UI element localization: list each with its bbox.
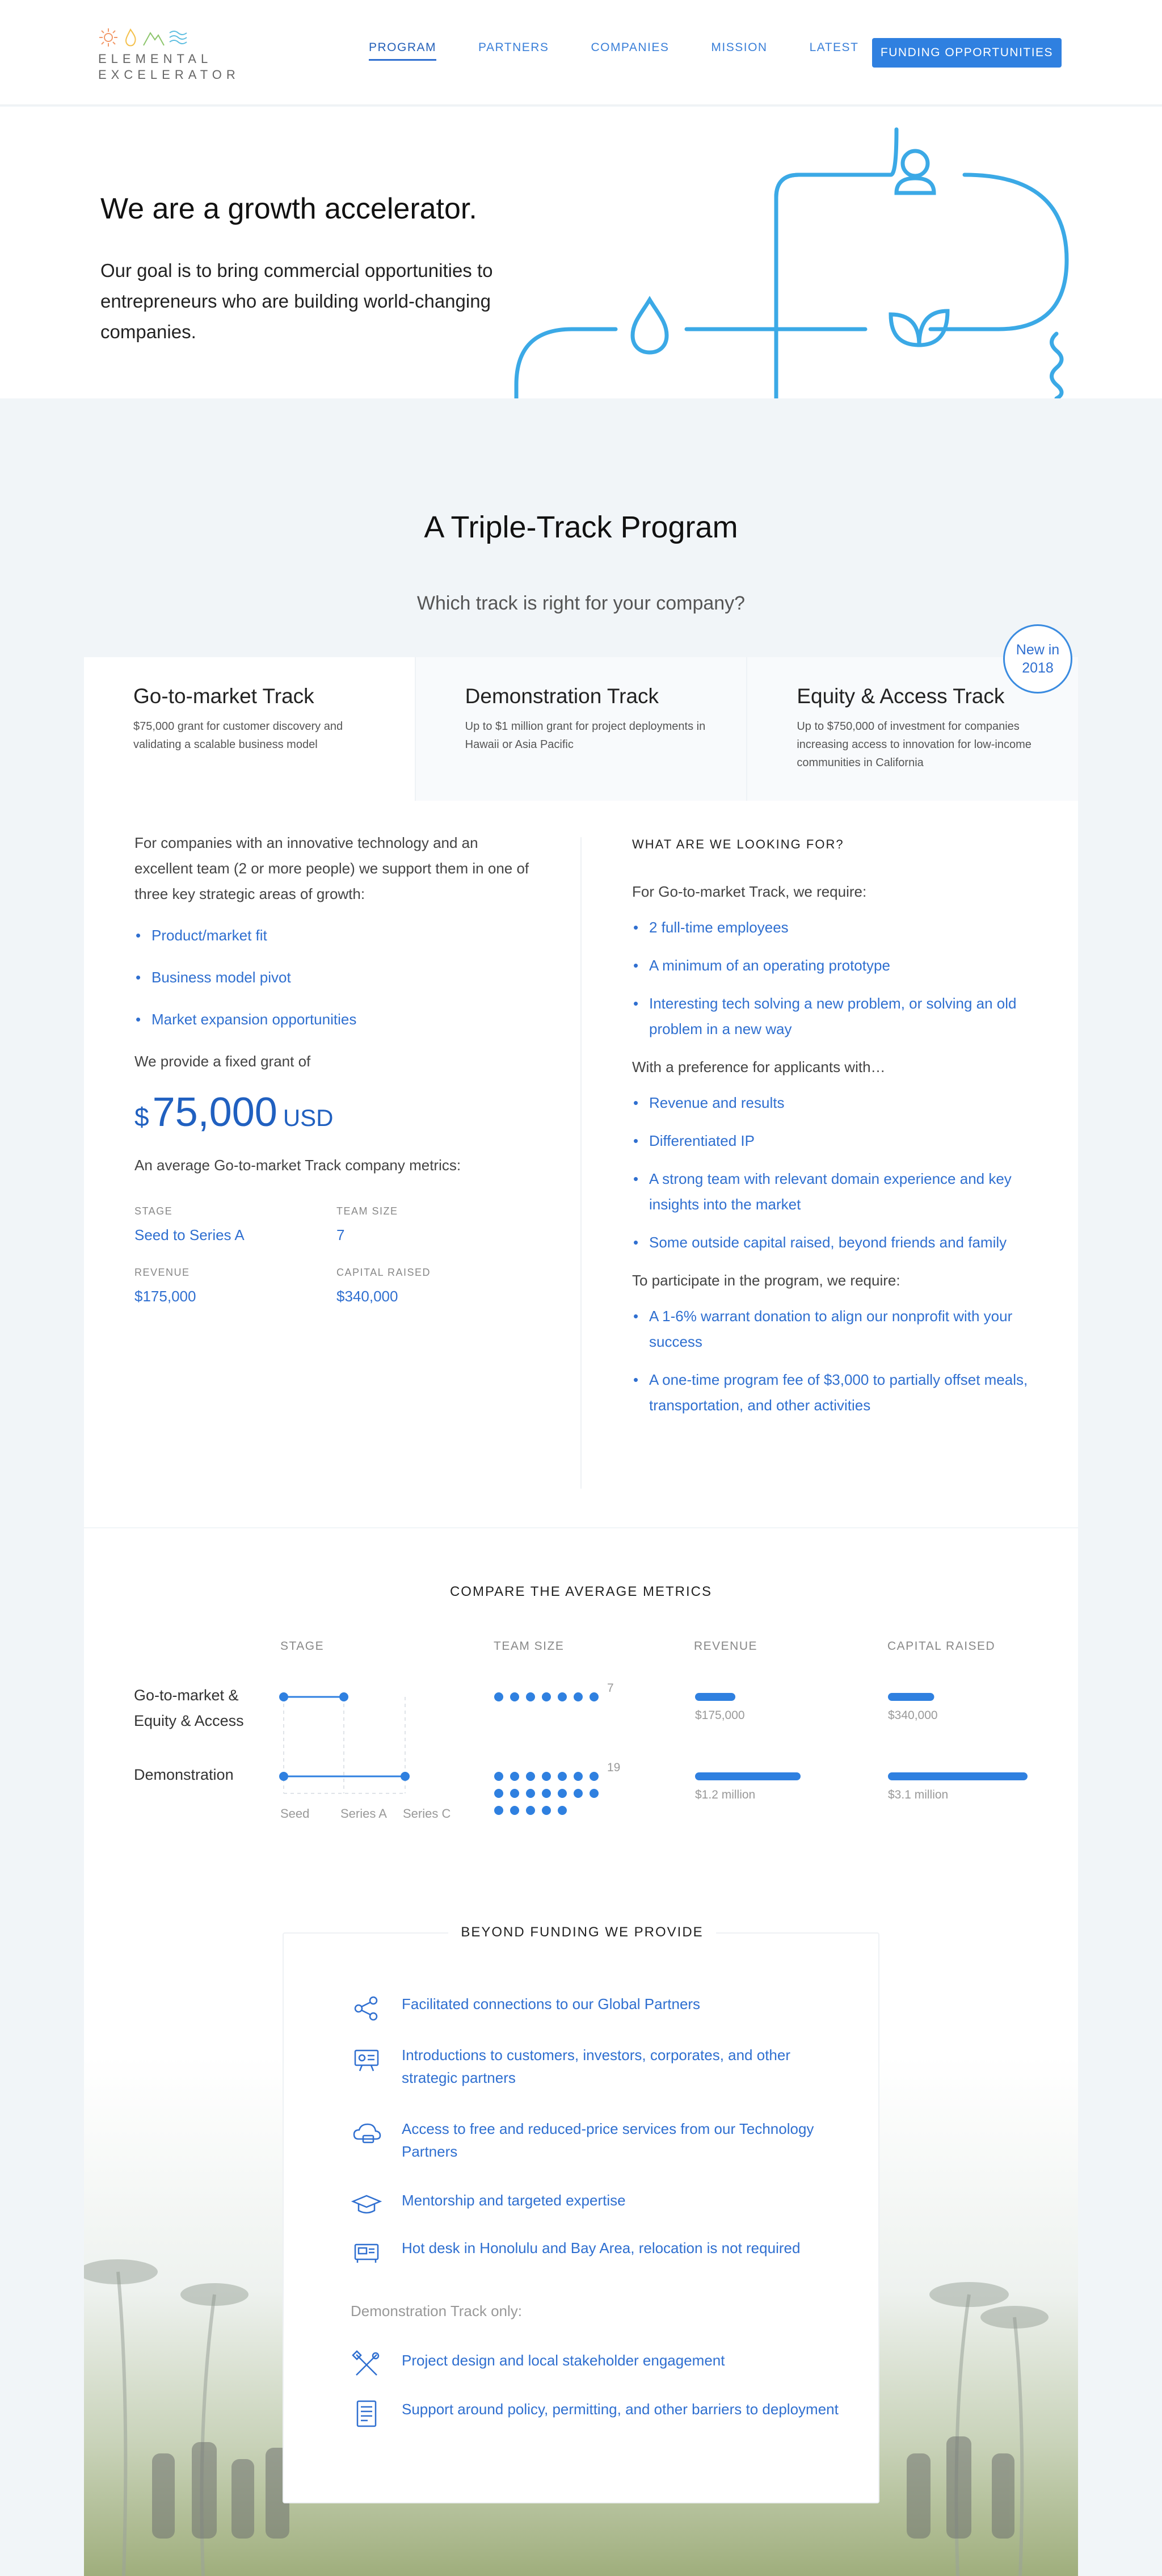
team-member-dot [526,1806,535,1815]
team-size-value-demonstration: 19 [607,1761,621,1774]
metric-value: $175,000 [134,1288,196,1305]
beyond-title-text: BEYOND FUNDING WE PROVIDE [448,1924,715,1940]
feature-text: Introductions to customers, investors, corporates, and other strategic partners [402,2046,791,2086]
compare-row-label-go-to-market: Go-to-market & Equity & Access [134,1687,244,1729]
feature-hot-desk [351,2237,839,2268]
feature-text: Access to free and reduced-price services from our Technology Partners [402,2120,814,2160]
team-member-dot [542,1789,551,1798]
team-member-dot [574,1772,583,1781]
metric-label: REVENUE [134,1267,190,1278]
revenue-bar [695,1772,801,1780]
flame-icon [122,27,139,48]
tab-go-to-market[interactable] [84,657,416,801]
participation-list [632,1304,1041,1418]
list-item: • A strong team with relevant domain experience and key insights into the market [632,1166,1041,1217]
program-subtitle: Which track is right for your company? [416,592,746,614]
document-icon [351,2398,382,2430]
column-divider [580,837,582,1489]
feature-technology-partners [351,2117,839,2163]
team-member-dot [558,1789,567,1798]
feature-text: Mentorship and targeted expertise [402,2192,626,2209]
team-member-dot [526,1772,535,1781]
feature-introductions [351,2044,839,2089]
revenue-value-demonstration: $1.2 million [695,1788,756,1801]
tab-title: Demonstration Track [465,684,659,708]
beyond-title [284,1924,881,1940]
team-member-dot [494,1692,503,1701]
user-icon [896,151,934,193]
share-network-icon [351,1993,382,2024]
team-member-dot [574,1789,583,1798]
list-item: • 2 full-time employees [632,915,1041,940]
logo-line-2: EXCELERATOR [98,68,240,82]
nav-program[interactable]: PROGRAM [369,41,436,61]
metric-value: 7 [336,1226,345,1243]
track-intro: For companies with an innovative technology and an excellent team (2 or more people) we support them in one of three key strategic areas of growth: [134,834,529,902]
feature-text: Project design and local stakeholder engagement [402,2352,725,2369]
requirements-list [632,915,1041,1042]
logo[interactable] [98,27,240,84]
track-panel [84,801,1078,1527]
team-member-dot [590,1692,599,1701]
team-member-dot [558,1806,567,1815]
capital-raised-bar [888,1693,934,1701]
team-member-dot [558,1692,567,1701]
team-member-dot [590,1789,599,1798]
mountain-icon [142,27,165,48]
metric-label: CAPITAL RAISED [336,1267,431,1278]
team-member-dot [494,1772,503,1781]
compare-title: COMPARE THE AVERAGE METRICS [449,1584,713,1599]
desk-icon [351,2237,382,2268]
requirements-intro: For Go-to-market Track, we require: [632,883,867,900]
new-in-2018-badge: New in 2018 [1003,624,1072,694]
metric-revenue [134,1267,336,1305]
list-item: • Revenue and results [632,1090,1041,1116]
requirements-heading: WHAT ARE WE LOOKING FOR? [632,837,844,851]
tab-desc: $75,000 grant for customer discovery and validating a scalable business model [133,720,343,751]
tab-desc: Up to $750,000 of investment for companies increasing access to innovation for low-income communities in California [797,720,1032,769]
main-nav [369,41,858,61]
presentation-board-icon [351,2044,382,2075]
team-member-dot [510,1772,519,1781]
nav-companies[interactable]: COMPANIES [591,41,670,54]
cloud-services-icon [351,2117,382,2149]
logo-line-1: ELEMENTAL [98,52,213,66]
compare-header-capital-raised: CAPITAL RAISED [887,1640,996,1653]
tab-demonstration[interactable] [416,657,748,801]
team-member-dot [494,1789,503,1798]
preferences-intro: With a preference for applicants with… [632,1058,886,1075]
metric-value: Seed to Series A [134,1226,245,1243]
team-member-dot [510,1692,519,1701]
metric-value: $340,000 [336,1288,398,1305]
list-item: • A 1-6% warrant donation to align our nonprofit with your success [632,1304,1041,1355]
hero-body: Our goal is to bring commercial opportunities to entrepreneurs who are building world-changing companies. [100,260,493,342]
team-member-dot [542,1806,551,1815]
team-member-dot [510,1806,519,1815]
compare-header-revenue: REVENUE [694,1640,758,1653]
drop-icon [633,300,667,352]
list-item: • A minimum of an operating prototype [632,953,1041,978]
revenue-value-go-to-market: $175,000 [695,1709,745,1722]
stage-tick-series-c: Series C [403,1806,451,1821]
growth-areas-list [134,923,532,1032]
list-item: • Business model pivot [134,965,532,990]
preferences-list [632,1090,1041,1255]
compare-row-label-demonstration: Demonstration [134,1766,234,1783]
compare-header-stage: STAGE [280,1640,325,1653]
capital-value-demonstration: $3.1 million [888,1788,949,1801]
hero-title: We are a growth accelerator. [100,192,477,225]
hero-line-illustration [499,107,1162,398]
stage-tick-seed: Seed [280,1806,310,1821]
list-item: • Some outside capital raised, beyond friends and family [632,1230,1041,1255]
team-member-dot [526,1789,535,1798]
tools-icon [351,2349,382,2381]
team-member-dot [510,1789,519,1798]
participation-intro: To participate in the program, we require: [632,1272,900,1289]
team-member-dot [558,1772,567,1781]
hero [0,107,1162,398]
nav-latest[interactable]: LATEST [809,41,859,54]
nav-partners[interactable]: PARTNERS [478,41,549,54]
compare-header-team-size: TEAM SIZE [494,1640,565,1653]
tab-title: Equity & Access Track [797,684,1005,708]
feature-text: Support around policy, permitting, and other barriers to deployment [402,2401,839,2418]
grant-unit: USD [283,1104,334,1131]
wave-icon [169,27,188,48]
program-title: A Triple-Track Program [424,510,738,544]
beyond-funding-card [283,1924,879,2503]
team-member-dot [542,1772,551,1781]
feature-policy-support [351,2398,839,2430]
grant-amount [134,1089,532,1136]
team-member-dot [574,1692,583,1701]
compare-section [84,1528,1078,2576]
track-metrics [134,1205,532,1305]
grant-value: 75,000 [152,1090,277,1135]
list-item: • Product/market fit [134,923,532,948]
feature-global-partners [351,1993,839,2024]
feature-project-design [351,2349,839,2381]
track-overview [134,830,532,1305]
feature-mentorship [351,2189,839,2221]
team-member-dot [494,1806,503,1815]
tab-title: Go-to-market Track [133,684,314,708]
metric-stage [134,1205,336,1244]
graduation-cap-icon [351,2189,382,2221]
list-item: • Market expansion opportunities [134,1007,532,1032]
tab-desc: Up to $1 million grant for project deployments in Hawaii or Asia Pacific [465,720,706,751]
stage-start-point [279,1772,288,1781]
revenue-bar [695,1693,735,1701]
metric-label: TEAM SIZE [336,1205,398,1217]
grant-intro: We provide a fixed grant of [134,1053,311,1070]
capital-raised-bar [888,1772,1028,1780]
feature-text: Facilitated connections to our Global Partners [402,1995,701,2012]
stage-start-point [279,1692,288,1701]
stage-tick-series-a: Series A [340,1806,387,1821]
nav-mission[interactable]: MISSION [711,41,768,54]
stage-end-point [401,1772,410,1781]
metric-capital-raised [336,1267,507,1305]
metric-label: STAGE [134,1205,173,1217]
feature-text: Hot desk in Honolulu and Bay Area, relocation is not required [402,2239,801,2256]
funding-opportunities-button[interactable]: FUNDING OPPORTUNITIES [872,38,1062,68]
metric-team-size [336,1205,507,1244]
list-item: • A one-time program fee of $3,000 to partially offset meals, transportation, and other activities [632,1367,1041,1418]
site-header [0,0,1162,106]
list-item: • Interesting tech solving a new problem, or solving an old problem in a new way [632,991,1041,1042]
logo-mark [98,27,206,48]
sun-icon [98,27,119,48]
team-member-dot [590,1772,599,1781]
demonstration-only-label: Demonstration Track only: [351,2302,523,2319]
team-size-value-go-to-market: 7 [607,1682,614,1695]
track-tabs [84,657,1078,801]
team-member-dot [526,1692,535,1701]
metrics-intro: An average Go-to-market Track company metrics: [134,1157,461,1174]
list-item: • Differentiated IP [632,1128,1041,1154]
team-member-dot [542,1692,551,1701]
stage-end-point [339,1692,348,1701]
grant-currency: $ [134,1102,149,1132]
capital-value-go-to-market: $340,000 [888,1709,938,1722]
track-requirements [632,837,1041,1431]
